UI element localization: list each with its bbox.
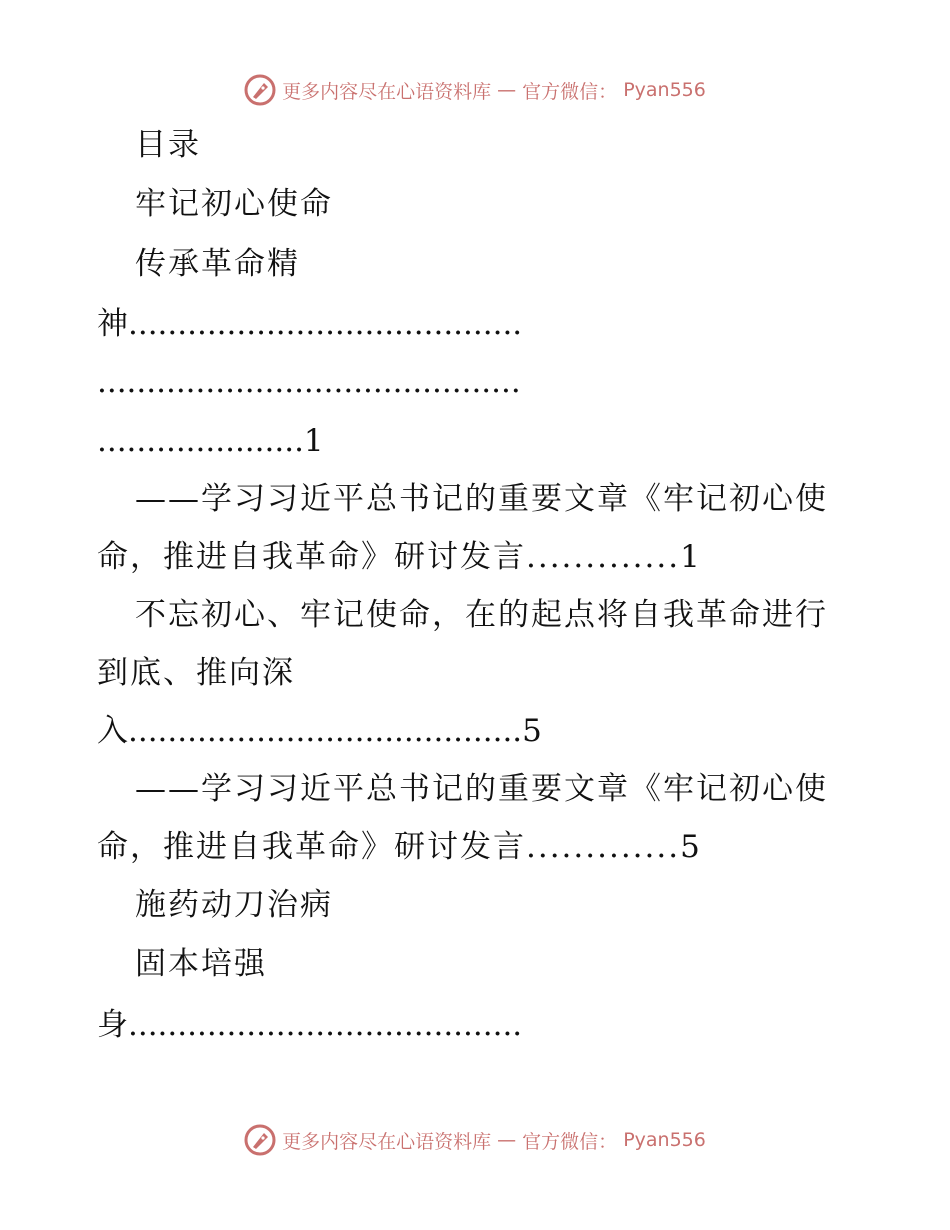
watermark-wechat-id: Pyan556 bbox=[623, 79, 706, 101]
toc-line[interactable]: 施药动刀治病 bbox=[135, 887, 333, 923]
watermark-banner-top bbox=[0, 70, 950, 110]
pen-nib-icon bbox=[244, 1124, 276, 1156]
toc-line[interactable]: 命，推进自我革命》研讨发言.............1 bbox=[97, 539, 702, 575]
watermark-wechat-id: Pyan556 bbox=[623, 1129, 706, 1151]
toc-line[interactable]: 牢记初心使命 bbox=[135, 186, 333, 222]
toc-line[interactable]: .....................1 bbox=[97, 423, 324, 459]
watermark-separator: — bbox=[497, 79, 517, 101]
watermark-text: 更多内容尽在心语资料库 bbox=[282, 1130, 492, 1153]
watermark-wechat-label: 官方微信： bbox=[522, 1130, 618, 1153]
watermark-banner-bottom bbox=[0, 1120, 950, 1160]
watermark-text: 更多内容尽在心语资料库 bbox=[282, 80, 492, 103]
toc-line[interactable]: 命，推进自我革命》研讨发言.............5 bbox=[97, 829, 702, 865]
toc-title: 目录 bbox=[135, 127, 201, 163]
toc-line[interactable]: 传承革命精 bbox=[135, 246, 300, 282]
toc-line[interactable]: ........................................... bbox=[97, 364, 521, 400]
watermark-separator: — bbox=[497, 1129, 517, 1151]
toc-line[interactable]: 到底、推向深 bbox=[97, 655, 295, 691]
toc-line[interactable]: 固本培强 bbox=[135, 946, 267, 982]
toc-line[interactable]: 身........................................ bbox=[97, 1007, 523, 1043]
toc-line[interactable]: ——学习习近平总书记的重要文章《牢记初心使 bbox=[135, 771, 828, 807]
toc-line[interactable]: 不忘初心、牢记使命，在的起点将自我革命进行 bbox=[135, 597, 828, 633]
toc-line[interactable]: 入........................................5 bbox=[97, 713, 542, 749]
toc-line[interactable]: ——学习习近平总书记的重要文章《牢记初心使 bbox=[135, 481, 828, 517]
watermark-wechat-label: 官方微信： bbox=[522, 80, 618, 103]
toc-line[interactable]: 神........................................ bbox=[97, 306, 523, 342]
pen-nib-icon bbox=[244, 74, 276, 106]
